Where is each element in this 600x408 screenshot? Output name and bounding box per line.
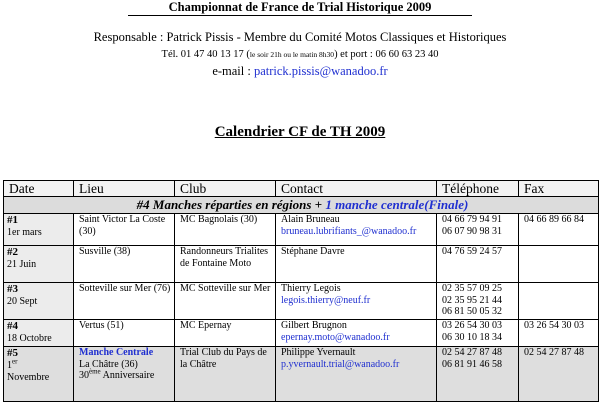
contact-email-link[interactable]: p.yvernault.trial@wanadoo.fr [281,358,400,370]
club-cell: MC Sotteville sur Mer [175,283,276,320]
table-row [4,320,599,347]
contact-name: Gilbert Brugnon [281,320,347,331]
title-underline [128,15,472,16]
tel-prefix: Tél. 01 47 40 13 17 ( [161,49,250,60]
fax-cell [519,246,599,283]
calendar-title [0,123,600,141]
banner-text: #4 Manches réparties en régions + [136,197,326,212]
fax-cell [519,283,599,320]
phone-cell: 02 54 27 87 48 06 81 91 46 58 [437,347,519,402]
date-text: 18 Octobre [7,333,52,344]
table-header-row [4,181,599,197]
anniversary-num: 30 [79,370,89,381]
table-row-finale [4,347,599,402]
fax-cell: 02 54 27 87 48 [519,347,599,402]
date-text: 21 Juin [7,259,37,270]
manche-number: #3 [7,283,18,295]
calendar-title-text: Calendrier CF de TH 2009 [214,124,386,140]
email-label: e-mail : [212,64,254,78]
lieu-cell: Sotteville sur Mer (76) [74,283,175,320]
club-cell: MC Epernay [175,320,276,347]
banner-finale-text: 1 manche centrale(Finale) [325,197,469,212]
date-month: Novembre [7,372,50,383]
manche-number: #2 [7,246,18,258]
contact-name: Thierry Legois [281,283,341,294]
anniversary-text: Anniversaire [100,370,155,381]
lieu-cell: Saint Victor La Coste (30) [74,214,175,246]
tel-suffix: ) et port : 06 60 63 23 40 [334,49,439,60]
date-cell [4,320,74,347]
date-cell [4,246,74,283]
club-cell: Randonneurs Trialites de Fontaine Moto [175,246,276,283]
contact-name: Alain Bruneau [281,214,340,225]
calendar-table [3,180,599,402]
email-line [0,64,600,79]
phone-cell: 04 76 59 24 57 [437,246,519,283]
contact-cell [276,283,437,320]
contact-name: Stéphane Davre [281,246,345,257]
lieu-cell: Vertus (51) [74,320,175,347]
club-cell: MC Bagnolais (30) [175,214,276,246]
manche-number: #4 [7,320,18,332]
col-header-lieu: Lieu [74,181,175,197]
tel-hours: le soir 21h ou le matin 8h30 [249,50,335,59]
championship-title: Championnat de France de Trial Historique 2009 [168,0,432,14]
date-cell [4,283,74,320]
date-ordinal: er [12,357,18,366]
col-header-club: Club [175,181,276,197]
contact-cell [276,320,437,347]
fax-cell: 04 66 89 66 84 [519,214,599,246]
anniversary-ordinal: ème [89,367,101,376]
table-row [4,246,599,283]
contact-email-link[interactable]: epernay.moto@wanadoo.fr [281,331,390,343]
contact-cell [276,214,437,246]
table-row [4,214,599,246]
manche-number: #5 [7,347,18,359]
lieu-cell: Susville (38) [74,246,175,283]
col-header-fax: Fax [519,181,599,197]
phone-cell: 02 35 57 09 25 02 35 95 21 44 06 81 50 05 32 [437,283,519,320]
contact-email-link[interactable]: bruneau.lubrifiants_@wanadoo.fr [281,225,417,237]
date-day: 1 [7,360,12,371]
manches-banner [4,197,599,214]
date-cell [4,214,74,246]
phone-cell: 03 26 54 30 03 06 30 10 18 34 [437,320,519,347]
email-link[interactable]: patrick.pissis@wanadoo.fr [253,64,388,78]
contact-name: Philippe Yvernault [281,347,356,358]
col-header-date: Date [4,181,74,197]
manche-centrale-label: Manche Centrale [79,347,154,358]
manche-number: #1 [7,214,18,226]
date-cell [4,347,74,402]
club-cell: Trial Club du Pays de la Châtre [175,347,276,402]
responsable-line: Responsable : Patrick Pissis - Membre du Comité Motos Classiques et Historiques [93,30,507,44]
date-text: 20 Sept [7,296,38,307]
col-header-contact: Contact [276,181,437,197]
col-header-telephone: Téléphone [437,181,519,197]
date-text: 1er mars [7,227,42,238]
telephone-line [0,48,600,61]
phone-cell: 04 66 79 94 91 06 07 90 98 31 [437,214,519,246]
contact-email-link[interactable]: legois.thierry@neuf.fr [281,294,371,306]
lieu-text: La Châtre (36) [79,358,138,370]
table-row [4,283,599,320]
contact-cell [276,246,437,283]
lieu-cell [74,347,175,402]
fax-cell: 03 26 54 30 03 [519,320,599,347]
banner-row [4,197,599,214]
contact-cell [276,347,437,402]
